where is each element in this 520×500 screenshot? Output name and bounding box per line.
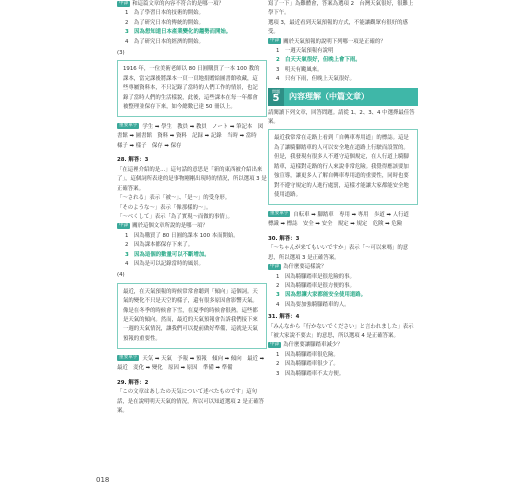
q30-option-3-correct: 3 因為想讓大家都能安全使用道路。 (276, 292, 367, 299)
answer-28-note-3: 「～べくして」表示「為了實現～而做的事情」。 (117, 213, 233, 220)
q28-option-3-correct: 3 因為這個的數量可以不斷增加。 (125, 251, 210, 258)
question-30-text: 為什麼要這樣說？ (283, 264, 327, 271)
q30-option-2: 2 因為騎腳踏車是很方便的事。 (276, 282, 355, 289)
option-3-correct: 3 因為想知道日本產業變化的趨勢而開始。 (125, 29, 232, 36)
answer-31-explanation: 「みんなから「行かないでください」と言われました」表示「被大家說不要去」的意思，所以選項 4 是正確答案。 (268, 323, 414, 339)
vocab-block-right (268, 211, 418, 230)
answer-28-note-2: 「そのような～」表示「像那樣的～」。 (117, 204, 212, 211)
option-4: 4 為了研究日本的經濟的開始。 (125, 38, 204, 45)
passage-box-2: 最近，在天氣預報的時候常常會聽到「傾向」這個詞。天氣的變化不只是天空的樣子，還有很多原因會影響天氣。像是在冬季的時候會下雪，在夏季的時候會很熱。這些都是天氣的傾向。然而，最近的天氣預報會告訴我們接下來一週的天氣情況，讓我們可以提前做好準備，這就是天氣預報的重要性。 (117, 283, 267, 349)
question-31-text: 為什麼要讓腳踏車減少？ (283, 342, 343, 349)
continued-text: 寫了一下」為難體會，答案為選項 2 台灣天氣很好，很難上學下午。 (268, 1, 414, 17)
option-1: 1 為了學習日本的技術的開始。 (125, 10, 204, 17)
answer-29: 29. 解答：2 (117, 379, 149, 386)
section-header (268, 88, 418, 106)
question-text-right: 關於天氣預報的說明下列哪一項是正確的？ (283, 38, 386, 45)
q30-option-1: 1 因為騎腳踏車是很危險的事。 (276, 273, 355, 280)
q28-option-4: 4 因為是可以記錄當時的風景。 (125, 260, 204, 267)
q31-option-1: 1 因為騎腳踏車很危險。 (276, 351, 339, 358)
passage-box: 1916 年，一位美術老師以 80 日圓購買了一本 100 教的課本，當完課後將課本一頁一頁地捐贈給圖書館收藏，這些專屬資料本，不只記錄了當時的人們工作的情景，也記錄了當時人們的生活樣貌，此後，這些課本在每一年都會被整理並保存下來，如今總數已達 50 冊以上。 (117, 60, 267, 117)
answer-31: 31. 解答：4 (268, 314, 300, 321)
source-label: (3) (117, 50, 125, 57)
section-number-box (268, 88, 284, 106)
vocab-text: 学生 ➡ 學生 教員 ➡ 教員 ノート ➡ 筆記本 図書館 ➡ 圖書館 資料 ➡ 資料 記録 ➡ 記錄 当時 ➡ 當時 様子 ➡ 樣子 保存 ➡ 保存 (117, 123, 264, 149)
answer-30-explanation: 「～ちゃんが来てもいいですか」表示「～可以來嗎」的意思，所以選項 3 是正確答案。 (268, 245, 409, 261)
right-option-2-correct: 2 白天天氣很好，但晚上會下雨。 (276, 57, 361, 64)
passage-box-right: 最近我常常在走路上看到「自轉車專用道」的標誌。這是為了讓騎腳踏車的人可以安全地在道路上行駛而設置的。但是，我發現有很多人不遵守這個規定，在人行道上騎腳踏車，這樣對走路的行人來說非常危險。我覺得應該要加強宣導，讓更多人了解自轉車專用道的重要性，同時也要對不遵守規定的人進行處罰，這樣才能讓大家都能安全地使用道路。 (268, 129, 418, 205)
section-small-label: 問題 (272, 88, 280, 94)
right-option-1: 1 一週天氣預報有說明 (276, 48, 334, 55)
right-option-4: 4 只有下雨，但晚上天氣很好。 (276, 76, 355, 83)
section-intro: 請閱讀下列文章，回答問題。請從 1、2、3、4 中選擇最佳答案。 (268, 109, 415, 126)
answer-28-note-1: 「～される」表示「被～」、「是～」的受身形。 (117, 195, 231, 202)
answer-28: 28. 解答：3 (117, 157, 149, 164)
page-number: 018 (96, 476, 110, 484)
translation-tag: 中譯 (270, 263, 280, 269)
question-28-text: 關於這個文章所說的是哪一項？ (132, 223, 208, 230)
vocab-tag: 重要單字 (119, 123, 138, 129)
q28-option-1: 1 因為購買了 80 日圓的課本 100 本而開始。 (125, 232, 239, 239)
vocab-block-2 (117, 355, 267, 374)
question-prompt-right (268, 38, 418, 47)
question-31-prompt (268, 341, 418, 350)
right-column (268, 0, 418, 379)
q31-option-3: 3 因為騎腳踏車不太方便。 (276, 370, 345, 377)
translation-tag: 中譯 (270, 341, 280, 347)
continued-text-2: 選項 3，最近看到天氣預報的方式，不能讓觀眾有很好的感受。 (268, 19, 408, 36)
answer-30: 30. 解答：3 (268, 235, 300, 242)
vocab-text-2: 天気 ➡ 天氣 予報 ➡ 預報 傾向 ➡ 傾向 最近 ➡ 最近 変化 ➡ 變化 原因 ➡ 原因 準備 ➡ 準備 (117, 355, 265, 371)
vocab-block (117, 123, 267, 151)
q28-option-2: 2 因為課本都保存下來了。 (125, 242, 194, 249)
translation-tag: 中譯 (119, 222, 129, 228)
answer-29-explanation: 「この文章はあしたの天気について述べたものです」這句話，是在說明明天天氣的情況，所以可以知道選項 2 是正確答案。 (117, 389, 265, 414)
translation-tag: 中譯 (270, 38, 280, 44)
vocab-tag: 重要單字 (270, 211, 289, 217)
left-column (117, 0, 267, 416)
source-label-2: (4) (117, 272, 125, 279)
q31-option-2: 2 因為騎腳踏車很少了。 (276, 361, 339, 368)
q30-option-4: 4 因為要加強騎腳踏車的人。 (276, 301, 350, 308)
translation-tag: 中譯 (119, 0, 129, 6)
vocab-tag: 重要單字 (119, 355, 138, 361)
question-30-prompt (268, 263, 418, 272)
right-option-3: 3 明天有颱風來。 (276, 66, 323, 73)
question-text: 和這篇文章的內容不符合的是哪一項？ (132, 1, 224, 7)
option-2: 2 為了研究日本的傳統的開始。 (125, 19, 204, 26)
section-title: 內容理解（中篇文章） (284, 88, 418, 106)
section-number: 5 (272, 92, 280, 104)
question-28-prompt (117, 222, 267, 231)
answer-28-explanation: 「在這裡介紹的是...」這句話的意思是「新的東西被介紹出來了」，這個詞所表達的是事物剛剛出現時的情況，所以選項 3 是正確答案。 (117, 166, 267, 192)
question-prompt (117, 0, 267, 9)
vocab-text-right: 自転車 ➡ 腳踏車 専用 ➡ 專用 歩道 ➡ 人行道 標識 ➡ 標誌 安全 ➡ 安全 規定 ➡ 規定 危険 ➡ 危險 (268, 211, 415, 228)
